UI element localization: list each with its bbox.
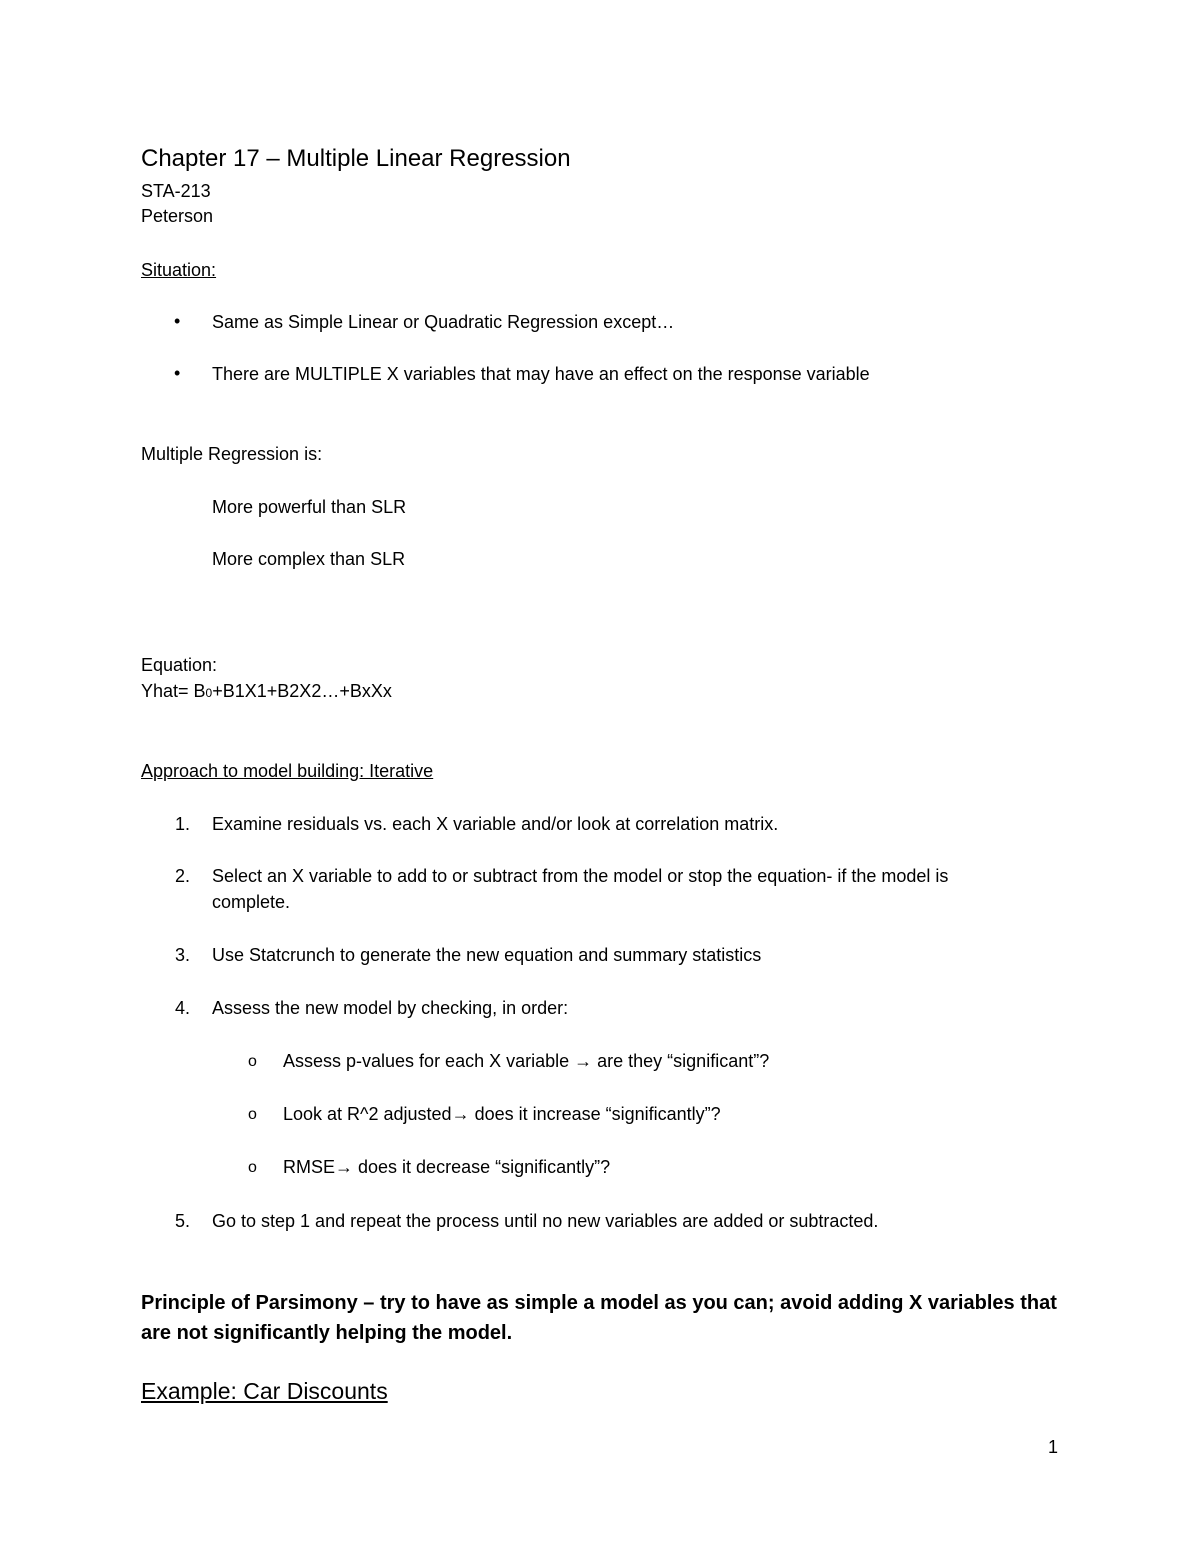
step-5-text: Go to step 1 and repeat the process until no new variables are added or subtracted.	[212, 1211, 879, 1231]
substep-2-text	[283, 1103, 721, 1125]
substep-1-text	[283, 1050, 769, 1072]
right-arrow-icon: →	[574, 1051, 593, 1071]
substep-marker: o	[248, 1053, 257, 1070]
substep-3-text	[283, 1156, 610, 1178]
substep-1-after: are they “significant”?	[592, 1051, 770, 1071]
substep-2-before: Look at R^2 adjusted	[283, 1104, 452, 1124]
multiple-regression-item-1: More powerful than SLR	[212, 497, 407, 517]
step-number: 1.	[175, 814, 191, 834]
step-4-text: Assess the new model by checking, in order:	[212, 998, 569, 1018]
bullet-dot-icon: •	[174, 311, 181, 331]
equation-formula	[141, 680, 392, 704]
situation-bullet-2: There are MULTIPLE X variables that may have an effect on the response variable	[212, 364, 870, 384]
course-code: STA-213	[141, 181, 211, 201]
page-title: Chapter 17 – Multiple Linear Regression	[141, 145, 571, 172]
step-number: 5.	[175, 1211, 191, 1231]
equation-prefix: Yhat= B	[141, 681, 206, 701]
step-1-text: Examine residuals vs. each X variable and/or look at correlation matrix.	[212, 814, 779, 834]
step-number: 3.	[175, 945, 191, 965]
equation-subscript: 0	[205, 686, 213, 700]
multiple-regression-item-2: More complex than SLR	[212, 549, 406, 569]
right-arrow-icon: →	[335, 1157, 354, 1177]
substep-2-after: does it increase “significantly”?	[469, 1104, 721, 1124]
substep-3-after: does it decrease “significantly”?	[353, 1157, 611, 1177]
page-number: 1	[1048, 1437, 1059, 1457]
step-number: 2.	[175, 866, 191, 886]
substep-marker: o	[248, 1159, 257, 1176]
equation-label: Equation:	[141, 655, 218, 675]
bullet-dot-icon: •	[174, 363, 181, 383]
substep-marker: o	[248, 1106, 257, 1123]
step-3-text: Use Statcrunch to generate the new equation and summary statistics	[212, 945, 762, 965]
parsimony-principle: Principle of Parsimony – try to have as simple a model as you can; avoid adding X variables that are not significantly helping the model.	[141, 1292, 1057, 1344]
step-2-text-line-2: complete.	[212, 892, 291, 912]
right-arrow-icon: →	[451, 1104, 470, 1124]
situation-heading: Situation:	[141, 260, 217, 280]
multiple-regression-heading: Multiple Regression is:	[141, 444, 323, 464]
substep-3-before: RMSE	[283, 1157, 336, 1177]
step-number: 4.	[175, 998, 191, 1018]
equation-suffix: +B1X1+B2X2…+BxXx	[212, 681, 392, 701]
situation-bullet-1: Same as Simple Linear or Quadratic Regression except…	[212, 312, 675, 332]
approach-heading: Approach to model building: Iterative	[141, 761, 434, 781]
example-heading: Example: Car Discounts	[141, 1378, 388, 1404]
step-2-text-line-1: Select an X variable to add to or subtract from the model or stop the equation- if the model is	[212, 866, 949, 886]
instructor-name: Peterson	[141, 206, 214, 226]
substep-1-before: Assess p-values for each X variable	[283, 1051, 575, 1071]
